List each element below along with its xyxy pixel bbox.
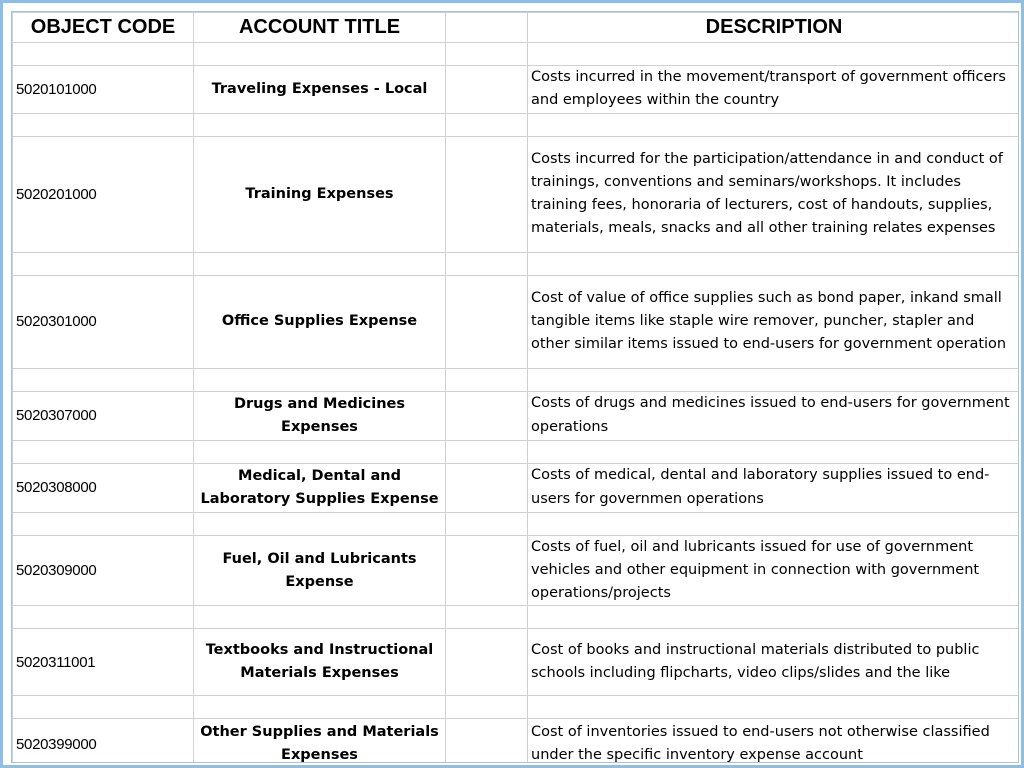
description-cell: Costs incurred for the participation/attendance in and conduct of trainings, conventions and seminars/workshops. It includes training fees, honoraria of lecturers, cost of handouts, supplies, materials, meals, snacks and all other training relates expenses xyxy=(528,136,1020,252)
header-description: DESCRIPTION xyxy=(528,13,1020,43)
header-blank xyxy=(446,13,528,43)
blank-cell xyxy=(446,463,528,512)
spacer-row xyxy=(13,368,1020,391)
table-row xyxy=(13,535,1020,606)
spacer-row xyxy=(13,113,1020,136)
table-row xyxy=(13,391,1020,440)
object-code-cell: 5020307000 xyxy=(13,391,194,440)
spacer-row xyxy=(13,606,1020,629)
blank-cell xyxy=(446,391,528,440)
account-title-cell: Textbooks and Instructional Materials Expenses xyxy=(194,629,446,696)
header-row xyxy=(13,13,1020,43)
spacer-row xyxy=(13,252,1020,275)
blank-cell xyxy=(446,629,528,696)
account-title-cell: Drugs and Medicines Expenses xyxy=(194,391,446,440)
header-account-title: ACCOUNT TITLE xyxy=(194,13,446,43)
blank-cell xyxy=(446,719,528,763)
description-cell: Cost of inventories issued to end-users not otherwise classified under the specific inventory expense account xyxy=(528,719,1020,763)
account-title-cell: Medical, Dental and Laboratory Supplies Expense xyxy=(194,463,446,512)
object-code-cell: 5020201000 xyxy=(13,136,194,252)
spreadsheet-area xyxy=(11,11,1019,763)
header-object-code: OBJECT CODE xyxy=(13,13,194,43)
description-cell: Cost of books and instructional materials distributed to public schools including flipcharts, video clips/slides and the like xyxy=(528,629,1020,696)
account-title-cell: Office Supplies Expense xyxy=(194,275,446,368)
spacer-row xyxy=(13,440,1020,463)
object-code-cell: 5020309000 xyxy=(13,535,194,606)
account-title-cell: Traveling Expenses - Local xyxy=(194,66,446,114)
object-code-cell: 5020311001 xyxy=(13,629,194,696)
account-table xyxy=(12,12,1019,763)
account-title-cell: Other Supplies and Materials Expenses xyxy=(194,719,446,763)
blank-cell xyxy=(446,66,528,114)
object-code-cell: 5020301000 xyxy=(13,275,194,368)
spacer-row xyxy=(13,43,1020,66)
description-cell: Costs of fuel, oil and lubricants issued for use of government vehicles and other equipment in connection with government operations/projects xyxy=(528,535,1020,606)
table-row xyxy=(13,275,1020,368)
table-row xyxy=(13,66,1020,114)
description-cell: Cost of value of office supplies such as bond paper, inkand small tangible items like staple wire remover, puncher, stapler and other similar items issued to end-users for government operation xyxy=(528,275,1020,368)
blank-cell xyxy=(446,535,528,606)
description-cell: Costs of medical, dental and laboratory supplies issued to end-users for governmen operations xyxy=(528,463,1020,512)
account-title-cell: Fuel, Oil and Lubricants Expense xyxy=(194,535,446,606)
table-row xyxy=(13,629,1020,696)
account-title-cell: Training Expenses xyxy=(194,136,446,252)
object-code-cell: 5020101000 xyxy=(13,66,194,114)
description-cell: Costs of drugs and medicines issued to end-users for government operations xyxy=(528,391,1020,440)
blank-cell xyxy=(446,275,528,368)
table-row xyxy=(13,136,1020,252)
object-code-cell: 5020399000 xyxy=(13,719,194,763)
blank-cell xyxy=(446,136,528,252)
spacer-row xyxy=(13,512,1020,535)
table-row xyxy=(13,719,1020,763)
table-row xyxy=(13,463,1020,512)
spacer-row xyxy=(13,696,1020,719)
description-cell: Costs incurred in the movement/transport of government officers and employees within the country xyxy=(528,66,1020,114)
object-code-cell: 5020308000 xyxy=(13,463,194,512)
